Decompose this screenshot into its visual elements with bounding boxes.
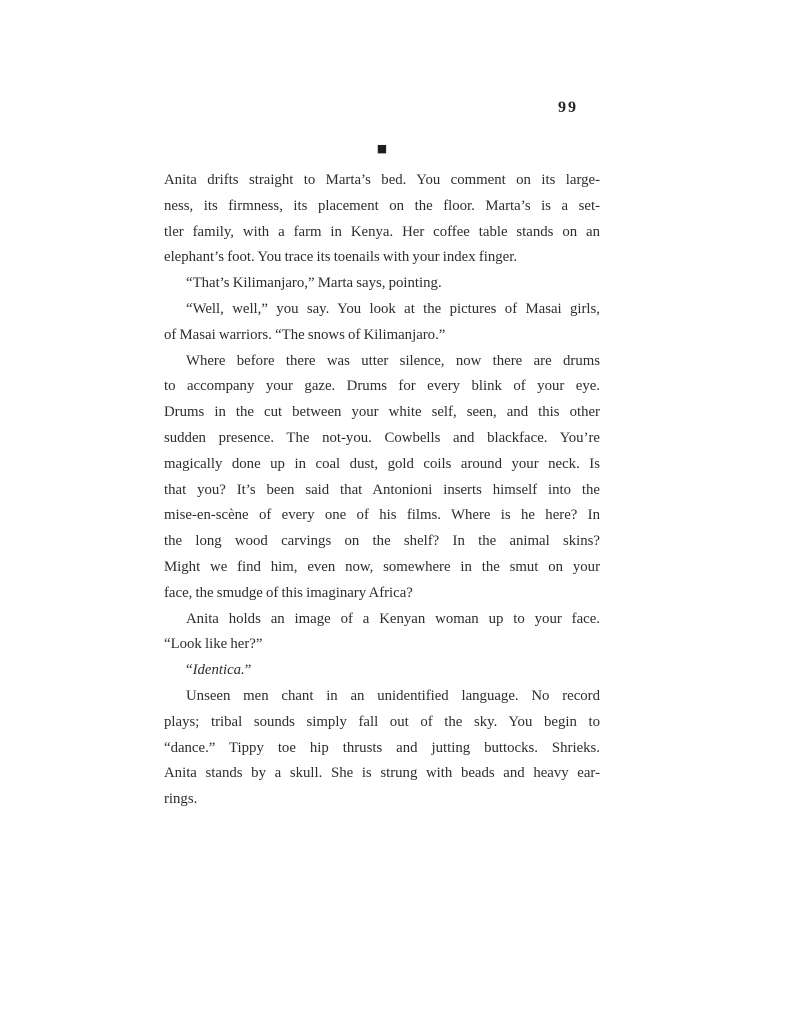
page-number: 99 — [558, 99, 578, 116]
text-line: “dance.” Tippy toe hip thrusts and jutting buttocks. Shrieks. — [164, 739, 600, 756]
text-line: Anita holds an image of a Kenyan woman up to your face. — [186, 610, 600, 627]
text-line: elephant’s foot. You trace its toenails with your index finger. — [164, 249, 518, 266]
text-line: Might we find him, even now, somewhere in the smut on your — [164, 558, 600, 575]
text-line: plays; tribal sounds simply fall out of the sky. You begin to — [164, 713, 600, 730]
text-line: magically done up in coal dust, gold coils around your neck. Is — [164, 455, 600, 472]
text-line: “Look like her?” — [164, 636, 263, 653]
text-fragment: ” — [244, 662, 252, 679]
italic-word: Identica. — [192, 662, 245, 679]
text-line: of Masai warriors. “The snows of Kilimanjaro.” — [164, 326, 446, 343]
text-line: Where before there was utter silence, now there are drums — [186, 352, 600, 369]
text-line — [164, 658, 600, 684]
text-line: face, the smudge of this imaginary Africa? — [164, 584, 413, 601]
text-line: tler family, with a farm in Kenya. Her coffee table stands on an — [164, 223, 600, 240]
section-break-marker: ■ — [376, 142, 388, 155]
text-line: ness, its firmness, its placement on the floor. Marta’s is a set- — [164, 197, 600, 214]
text-line: Drums in the cut between your white self, seen, and this other — [164, 404, 600, 421]
text-block — [164, 168, 600, 813]
text-line: “That’s Kilimanjaro,” Marta says, pointing. — [186, 275, 442, 292]
text-fragment: “ — [186, 662, 193, 679]
text-line: “Well, well,” you say. You look at the pictures of Masai girls, — [186, 300, 600, 317]
text-line: sudden presence. The not-you. Cowbells and blackface. You’re — [164, 429, 600, 446]
text-line: rings. — [164, 791, 198, 808]
text-line: Anita stands by a skull. She is strung with beads and heavy ear- — [164, 765, 600, 782]
text-line: Anita drifts straight to Marta’s bed. You comment on its large- — [164, 172, 600, 188]
text-line: mise-en-scène of every one of his films. Where is he here? In — [164, 507, 600, 524]
text-line: the long wood carvings on the shelf? In the animal skins? — [164, 533, 600, 550]
text-line: Unseen men chant in an unidentified language. No record — [186, 687, 600, 704]
text-line: to accompany your gaze. Drums for every blink of your eye. — [164, 378, 600, 395]
text-line: that you? It’s been said that Antonioni inserts himself into the — [164, 481, 600, 498]
